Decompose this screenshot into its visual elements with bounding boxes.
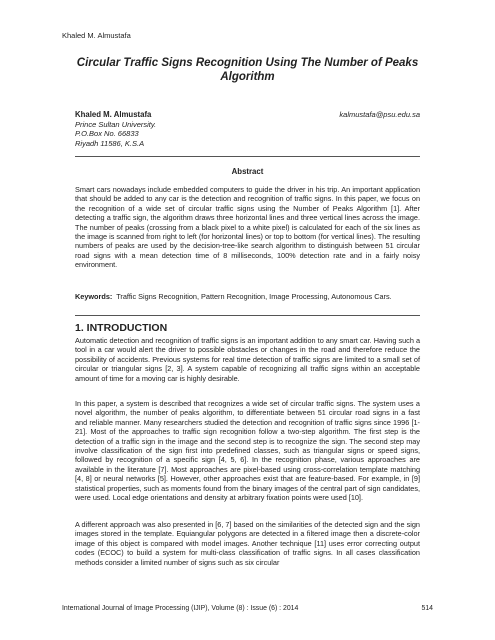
paper-title: Circular Traffic Signs Recognition Using The Number of Peaks Algorithm <box>76 57 419 83</box>
divider-rule <box>75 315 420 316</box>
page-footer <box>62 605 433 612</box>
keywords-text: Traffic Signs Recognition, Pattern Recognition, Image Processing, Autonomous Cars. <box>116 292 392 301</box>
body-paragraph: A different approach was also presented in [6, 7] based on the similarities of the detected sign and the sign images stored in the template. Equiangular polygons are detected in a filtered image then a discrete-color image of this object is compared with model images. Another technique [11] uses error correcting output codes (ECOC) to build a system for multi-class classification of traffic signs. In all cases classification methods consider a limited number of signs such as six circular <box>75 520 420 567</box>
body-paragraph: In this paper, a system is described that recognizes a wide set of circular traffic signs. The system uses a novel algorithm, the number of peaks algorithm, to differentiate between 51 circular road signs in a fast and reliable manner. Many researchers studied the detection and recognition of traffic signs since 1996 [1-21]. Most of the approaches to traffic sign recognition follow a two-step algorithm. The first step is the detection of a traffic sign in the image and the second step is to recognize the sign. The second step may involve classification of the sign first into predefined classes, such as triangular signs or speed signs, followed by recognition of a specific sign [4, 5, 6]. In the recognition phase, various approaches are available in the literature [7]. Most approaches are pixel-based using cross-correlation template matching [4, 8] or neural networks [5]. However, other approaches exist that are feature-based. For example, in [9] statistical properties, such as moments found from the binary images of the central part of sign candidates, were used. Local edge orientations and density at arbitrary fixation points were used [10]. <box>75 399 420 503</box>
page-number: 514 <box>421 605 433 612</box>
abstract-heading: Abstract <box>231 167 264 176</box>
section-heading: 1. INTRODUCTION <box>75 322 168 334</box>
keywords-label: Keywords: <box>75 292 113 301</box>
affiliation-line: P.O.Box No. 66833 <box>75 129 139 139</box>
author-block <box>75 110 156 148</box>
journal-citation: International Journal of Image Processing (IJIP), Volume (8) : Issue (6) : 2014 <box>62 605 299 612</box>
running-header-author: Khaled M. Almustafa <box>62 31 131 40</box>
affiliation-line: Riyadh 11586, K.S.A <box>75 138 145 148</box>
affiliation-line: Prince Sultan University. <box>75 119 157 129</box>
keywords <box>75 292 420 302</box>
author-email[interactable]: kalmustafa@psu.edu.sa <box>339 110 420 119</box>
divider-rule <box>75 156 420 157</box>
author-name: Khaled M. Almustafa <box>75 110 152 119</box>
body-paragraph: Automatic detection and recognition of traffic signs is an important addition to any smart car. Having such a tool in a car would alert the driver to possible obstacles or changes in the road and therefore reduce the possibility of accidents. Previous systems for real time detection of traffic signs are limited to a small set of circular or triangular signs [2, 3]. A system capable of recognizing all traffic signs within an acceptable amount of time for a moving car is highly desirable. <box>75 336 420 383</box>
abstract-text: Smart cars nowadays include embedded computers to guide the driver in his trip. An important application that should be added to any car is the detection and recognition of traffic signs. In this paper, we focus on the recognition of a wide set of circular traffic signs using the Number of Peaks Algorithm [1]. After detecting a traffic sign, the algorithm draws three horizontal lines and three vertical lines across the image. The number of peaks (crossing from a black pixel to a white pixel) is calculated for each of the six lines as the image is scanned from right to left (for horizontal lines) or top to bottom (for vertical lines). The resulting numbers of peaks are used by the decision-tree-like search algorithm to distinguish between 51 circular road signs with a mean detection time of 8 milliseconds, 100% detection rate and in a fairly noisy environment. <box>75 185 420 270</box>
